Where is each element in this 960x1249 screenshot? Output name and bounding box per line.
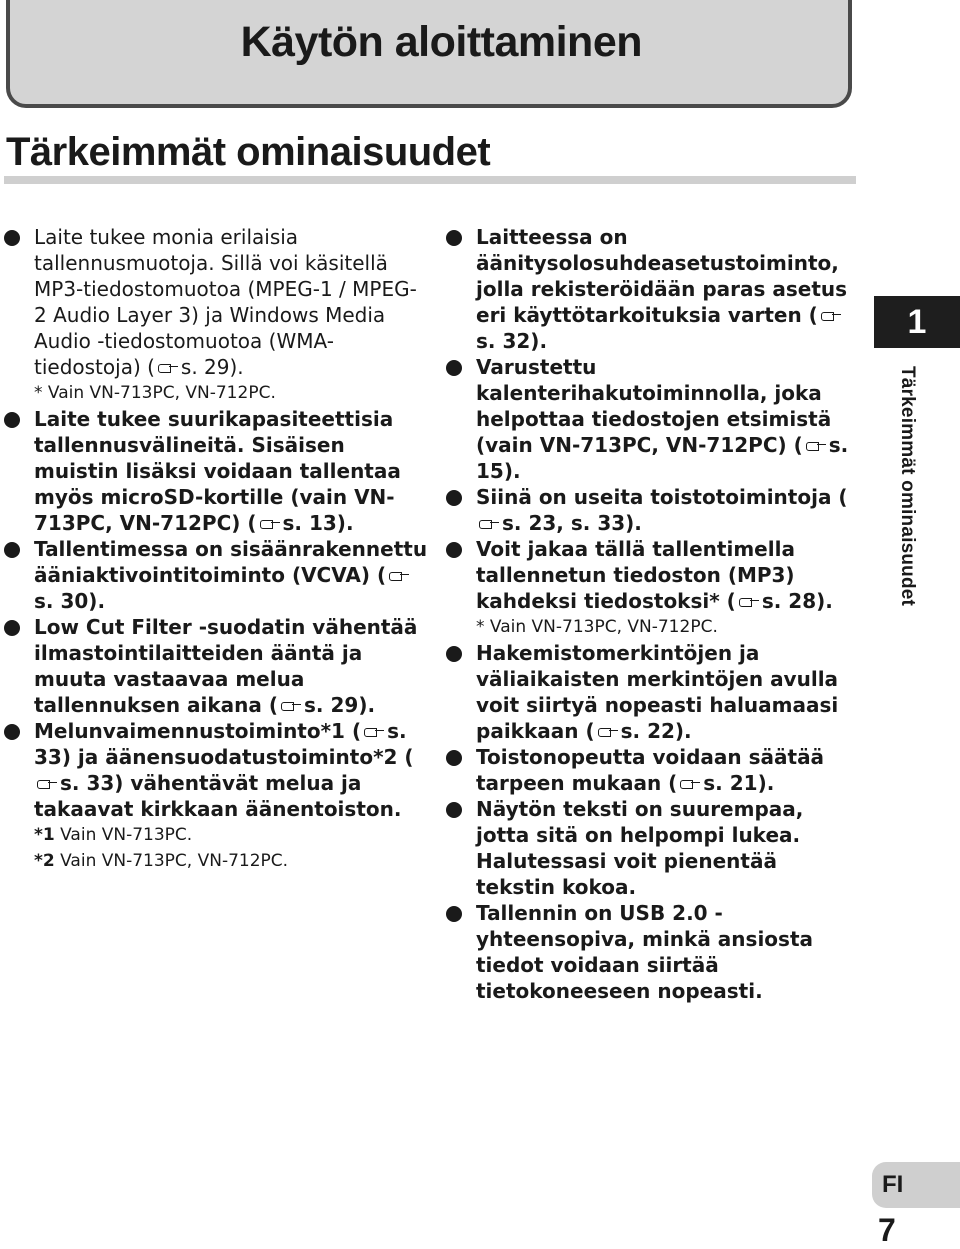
feature-text-end: s. 33) vähentävät melua ja takaavat kirkkaan äänentoiston. <box>34 771 402 821</box>
feature-text: Tallennin on USB 2.0 -yhteensopiva, minkä ansiosta tiedot voidaan siirtää tietokoneeseen nopeasti. <box>476 901 814 1003</box>
feature-text-continued: s. 33) ja äänensuodatustoiminto*2 ( <box>34 719 414 769</box>
pointing-hand-icon <box>820 309 842 323</box>
section-divider <box>4 176 856 184</box>
page-reference: s. 23, s. 33). <box>502 511 642 535</box>
footnote: * Vain VN-713PC, VN-712PC. <box>476 617 718 637</box>
bullet-icon <box>446 490 462 506</box>
feature-text: Laite tukee suurikapasiteettisia tallennusvälineitä. Sisäisen muistin lisäksi voidaan tallentaa myös microSD-kortille (vain VN-713PC, VN-712PC) ( <box>34 407 401 535</box>
chapter-side-label: Tärkeimmät ominaisuudet <box>897 366 918 607</box>
feature-item-vcva <box>4 536 429 614</box>
feature-text: Voit jakaa tällä tallentimella tallennetun tiedoston (MP3) kahdeksi tiedostoksi* ( <box>476 537 795 613</box>
feature-text: Siinä on useita toistotoimintoja ( <box>476 485 848 509</box>
feature-text: Toistonopeutta voidaan säätää tarpeen mukaan ( <box>476 745 825 795</box>
chapter-number-tab: 1 <box>874 296 960 348</box>
page-number: 7 <box>878 1212 896 1248</box>
bullet-icon <box>446 230 462 246</box>
feature-item-file-divide <box>446 536 856 640</box>
feature-item-usb <box>446 900 856 1004</box>
pointing-hand-icon <box>478 517 500 531</box>
page-reference: s. 32). <box>476 329 548 353</box>
feature-list-left <box>4 224 429 874</box>
feature-item-index-marks <box>446 640 856 744</box>
footnote-text: Vain VN-713PC, VN-712PC. <box>54 851 289 871</box>
footnote-1 <box>34 822 429 848</box>
language-badge: FI <box>872 1162 960 1208</box>
bullet-icon <box>4 542 20 558</box>
page-reference: s. 15). <box>476 433 849 483</box>
section-title: Tärkeimmät ominaisuudet <box>6 130 491 174</box>
footnote: * Vain VN-713PC, VN-712PC. <box>34 383 276 403</box>
feature-text: Näytön teksti on suurempaa, jotta sitä on helpompi lukea. Halutessasi voit pienentää tekstin kokoa. <box>476 797 804 899</box>
page-reference: s. 21). <box>703 771 775 795</box>
feature-item-low-cut-filter <box>4 614 429 718</box>
feature-text: Varustettu kalenterihakutoiminnolla, joka helpottaa tiedostojen etsimistä (vain VN-713PC, VN-712PC) ( <box>476 355 832 457</box>
feature-item-calendar-search <box>446 354 856 484</box>
pointing-hand-icon <box>280 699 302 713</box>
bullet-icon <box>4 724 20 740</box>
page-reference: s. 13). <box>282 511 354 535</box>
bullet-icon <box>446 646 462 662</box>
pointing-hand-icon <box>36 777 58 791</box>
pointing-hand-icon <box>597 725 619 739</box>
feature-text: Laite tukee monia erilaisia tallennusmuotoja. Sillä voi käsitellä MP3-tiedostomuotoa (MPEG-1 / MPEG-2 Audio Layer 3) ja Windows Media Audio -tiedostomuotoa (WMA-tiedostoja) ( <box>34 225 417 379</box>
page-reference: s. 29). <box>304 693 376 717</box>
pointing-hand-icon <box>805 439 827 453</box>
feature-text: Melunvaimennustoiminto*1 ( <box>34 719 362 743</box>
bullet-icon <box>446 906 462 922</box>
feature-item-recording-formats <box>4 224 429 406</box>
bullet-icon <box>4 230 20 246</box>
footnote-marker: *2 <box>34 851 55 871</box>
feature-list-right <box>446 224 856 1004</box>
pointing-hand-icon <box>259 517 281 531</box>
bullet-icon <box>4 620 20 636</box>
footnote-2 <box>34 848 429 874</box>
page-reference: s. 22). <box>620 719 692 743</box>
feature-text: Laitteessa on äänitysolosuhdeasetustoiminto, jolla rekisteröidään paras asetus eri käyttötarkoituksia varten ( <box>476 225 848 327</box>
pointing-hand-icon <box>738 595 760 609</box>
feature-item-display-text-size <box>446 796 856 900</box>
chapter-header-box <box>6 0 852 108</box>
footnote-text: Vain VN-713PC. <box>54 825 193 845</box>
bullet-icon <box>446 360 462 376</box>
pointing-hand-icon <box>157 361 179 375</box>
page-reference: s. 29). <box>180 355 244 379</box>
feature-item-noise-cancel <box>4 718 429 874</box>
feature-item-storage-media <box>4 406 429 536</box>
bullet-icon <box>446 542 462 558</box>
page-reference: s. 28). <box>761 589 833 613</box>
feature-item-scene-settings <box>446 224 856 354</box>
pointing-hand-icon <box>679 777 701 791</box>
bullet-icon <box>446 750 462 766</box>
page-reference: s. 30). <box>34 589 106 613</box>
pointing-hand-icon <box>388 569 410 583</box>
chapter-title: Käytön aloittaminen <box>240 18 642 66</box>
feature-text: Tallentimessa on sisäänrakennettu ääniaktivointitoiminto (VCVA) ( <box>34 537 428 587</box>
feature-text: Low Cut Filter -suodatin vähentää ilmastointilaitteiden ääntä ja muuta vastaavaa melua tallennuksen aikana ( <box>34 615 418 717</box>
feature-text: Hakemistomerkintöjen ja väliaikaisten merkintöjen avulla voit siirtyä nopeasti haluamaasi paikkaan ( <box>476 641 839 743</box>
footnote-marker: *1 <box>34 825 55 845</box>
feature-item-playback-speed <box>446 744 856 796</box>
pointing-hand-icon <box>363 725 385 739</box>
feature-item-playback-functions <box>446 484 856 536</box>
bullet-icon <box>4 412 20 428</box>
bullet-icon <box>446 802 462 818</box>
